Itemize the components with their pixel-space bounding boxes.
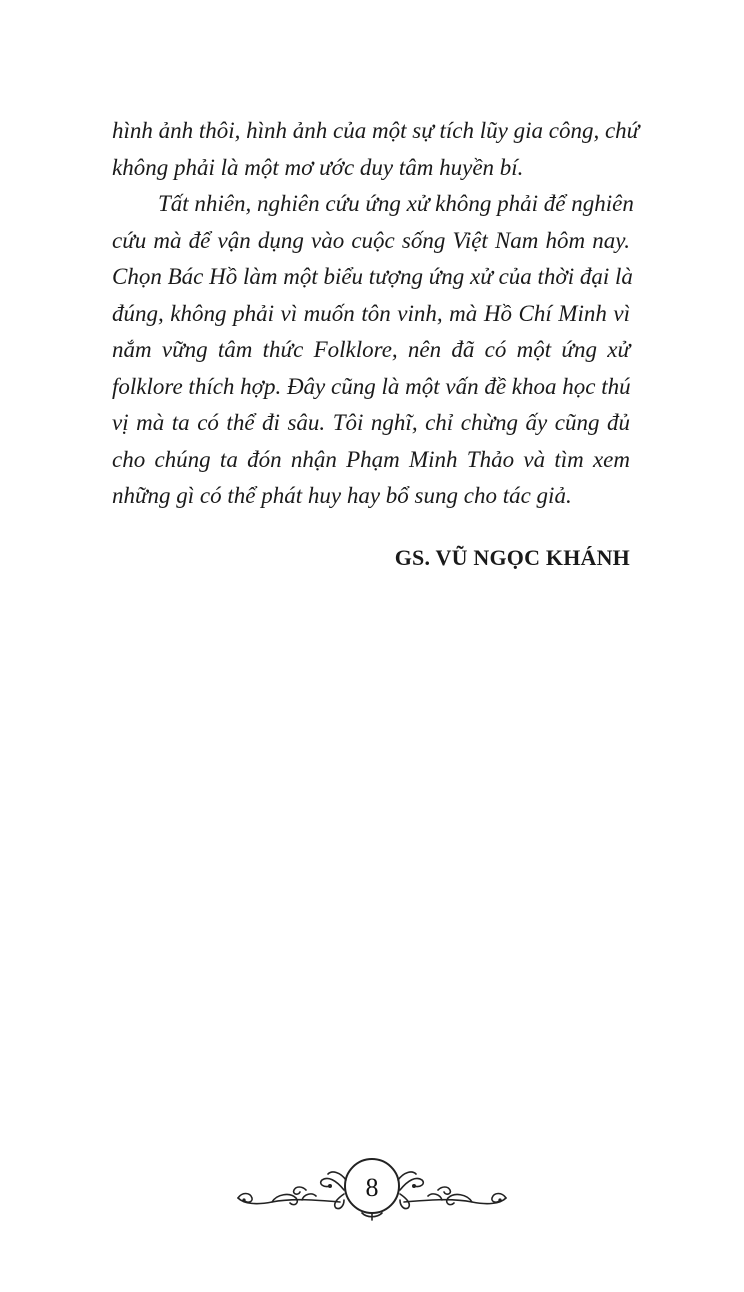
- text-line: những gì có thể phát huy hay bổ sung cho tác giả.: [112, 483, 572, 508]
- text-line: vị mà ta có thể đi sâu. Tôi nghĩ, chỉ chừng ấy cũng đủ: [112, 410, 630, 435]
- text-line: đúng, không phải vì muốn tôn vinh, mà Hồ Chí Minh vì: [112, 300, 630, 326]
- text-line: cho chúng ta đón nhận Phạm Minh Thảo và tìm xem: [112, 446, 630, 472]
- page-number: 8: [365, 1173, 379, 1202]
- body-text: [112, 113, 640, 515]
- text-line: hình ảnh thôi, hình ảnh của một sự tích lũy gia công, chứ: [112, 118, 640, 143]
- paragraph-2: [112, 186, 634, 515]
- author-signature: GS. VŨ NGỌC KHÁNH: [394, 545, 630, 570]
- text-line: cứu mà để vận dụng vào cuộc sống Việt Nam hôm nay.: [112, 227, 630, 253]
- text-line: nắm vững tâm thức Folklore, nên đã có một ứng xử: [112, 337, 630, 362]
- text-line: Tất nhiên, nghiên cứu ứng xử không phải để nghiên: [158, 191, 634, 216]
- text-line: không phải là một mơ ước duy tâm huyền bí.: [112, 154, 524, 180]
- text-line: folklore thích hợp. Đây cũng là một vấn đề khoa học thú: [112, 373, 631, 399]
- text-line: Chọn Bác Hồ làm một biểu tượng ứng xử của thời đại là: [112, 264, 633, 289]
- paragraph-1: [112, 113, 640, 186]
